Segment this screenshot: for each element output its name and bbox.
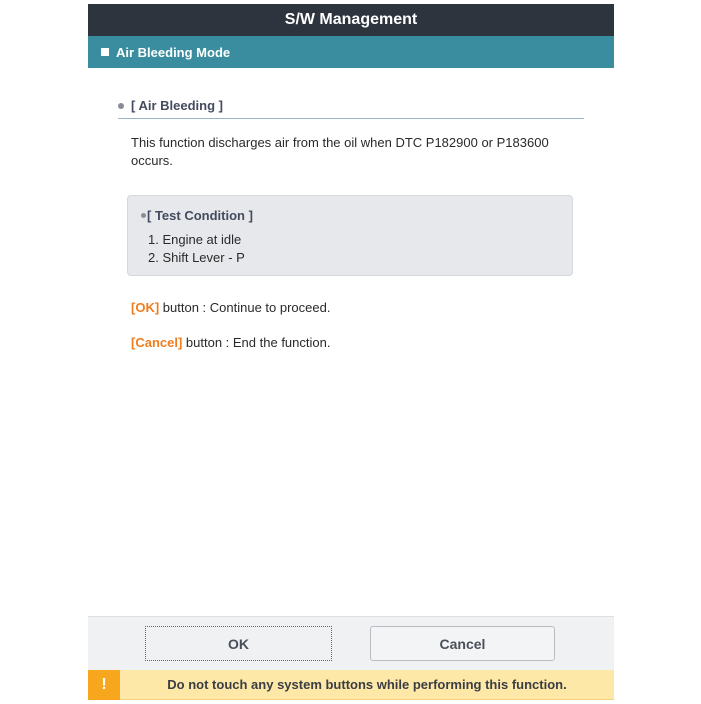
cancel-hint [131,335,330,350]
section-description: This function discharges air from the oil when DTC P182900 or P183600 occurs. [131,135,549,168]
cancel-key-label: [Cancel] [131,335,183,350]
button-bar [88,616,614,670]
mode-bar [88,36,614,68]
bullet-dot-icon [141,213,146,218]
test-condition-title: [ Test Condition ] [147,208,253,223]
test-condition-heading [141,208,253,223]
test-condition-item: 2. Shift Lever - P [148,250,245,265]
section-heading [118,98,584,119]
test-condition-item: 1. Engine at idle [148,232,242,247]
sw-management-window [88,4,614,700]
warning-banner [88,670,614,700]
section-title: [ Air Bleeding ] [131,98,223,113]
bullet-dot-icon [118,103,124,109]
window-title: S/W Management [284,11,418,28]
square-bullet-icon [101,48,109,56]
test-condition-list [148,231,245,267]
ok-hint-text: button : Continue to proceed. [159,300,331,315]
ok-button[interactable]: OK [145,626,332,661]
cancel-hint-text: button : End the function. [182,335,331,350]
ok-hint [131,300,330,315]
mode-label: Air Bleeding Mode [116,44,231,60]
ok-key-label: [OK] [131,300,160,315]
warning-exclamation-icon: ! [88,670,120,700]
test-condition-box [127,195,573,276]
warning-message: Do not touch any system buttons while performing this function. [167,677,567,692]
title-bar [88,4,614,36]
cancel-button[interactable]: Cancel [370,626,555,661]
